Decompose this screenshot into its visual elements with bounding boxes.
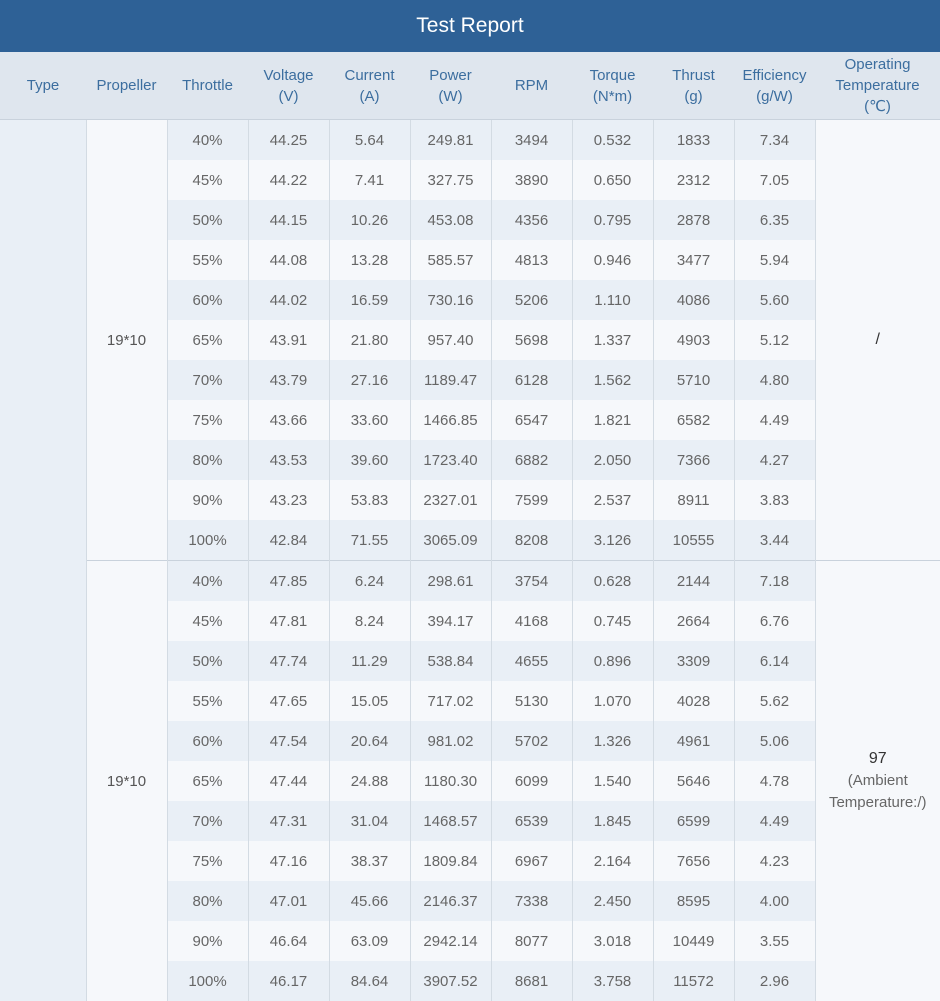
current-cell: 33.60	[329, 400, 410, 440]
torque-cell: 2.537	[572, 480, 653, 520]
voltage-cell: 43.23	[248, 480, 329, 520]
torque-cell: 1.326	[572, 721, 653, 761]
power-cell: 1468.57	[410, 801, 491, 841]
current-cell: 39.60	[329, 440, 410, 480]
voltage-cell: 47.65	[248, 681, 329, 721]
throttle-cell: 90%	[167, 921, 248, 961]
efficiency-cell: 4.27	[734, 440, 815, 480]
thrust-cell: 7366	[653, 440, 734, 480]
power-cell: 2327.01	[410, 480, 491, 520]
efficiency-cell: 4.23	[734, 841, 815, 881]
efficiency-cell: 4.49	[734, 400, 815, 440]
throttle-cell: 80%	[167, 881, 248, 921]
power-cell: 1189.47	[410, 360, 491, 400]
torque-cell: 0.628	[572, 561, 653, 602]
rpm-cell: 6882	[491, 440, 572, 480]
efficiency-cell: 7.18	[734, 561, 815, 602]
throttle-cell: 40%	[167, 120, 248, 161]
header-power: Power (W)	[410, 52, 491, 120]
efficiency-cell: 5.60	[734, 280, 815, 320]
rpm-cell: 3890	[491, 160, 572, 200]
thrust-cell: 11572	[653, 961, 734, 1001]
efficiency-cell: 3.44	[734, 520, 815, 561]
thrust-cell: 5710	[653, 360, 734, 400]
current-cell: 53.83	[329, 480, 410, 520]
efficiency-cell: 4.80	[734, 360, 815, 400]
torque-cell: 0.745	[572, 601, 653, 641]
current-cell: 6.24	[329, 561, 410, 602]
throttle-cell: 100%	[167, 520, 248, 561]
rpm-cell: 4356	[491, 200, 572, 240]
voltage-cell: 47.74	[248, 641, 329, 681]
thrust-cell: 1833	[653, 120, 734, 161]
thrust-cell: 4028	[653, 681, 734, 721]
temperature-cell	[815, 120, 940, 561]
efficiency-cell: 3.83	[734, 480, 815, 520]
table-row	[0, 561, 940, 602]
thrust-cell: 10449	[653, 921, 734, 961]
throttle-cell: 80%	[167, 440, 248, 480]
thrust-cell: 5646	[653, 761, 734, 801]
current-cell: 5.64	[329, 120, 410, 161]
voltage-cell: 47.01	[248, 881, 329, 921]
torque-cell: 2.164	[572, 841, 653, 881]
efficiency-cell: 4.78	[734, 761, 815, 801]
current-cell: 8.24	[329, 601, 410, 641]
throttle-cell: 100%	[167, 961, 248, 1001]
current-cell: 13.28	[329, 240, 410, 280]
current-cell: 21.80	[329, 320, 410, 360]
header-type: Type	[0, 52, 86, 120]
voltage-cell: 44.08	[248, 240, 329, 280]
throttle-cell: 45%	[167, 601, 248, 641]
torque-cell: 3.126	[572, 520, 653, 561]
voltage-cell: 43.66	[248, 400, 329, 440]
rpm-cell: 7599	[491, 480, 572, 520]
power-cell: 1809.84	[410, 841, 491, 881]
test-report-table	[0, 52, 940, 1001]
torque-cell: 1.845	[572, 801, 653, 841]
throttle-cell: 90%	[167, 480, 248, 520]
throttle-cell: 75%	[167, 400, 248, 440]
torque-cell: 2.450	[572, 881, 653, 921]
thrust-cell: 6599	[653, 801, 734, 841]
table-header-row	[0, 52, 940, 120]
thrust-cell: 4086	[653, 280, 734, 320]
torque-cell: 2.050	[572, 440, 653, 480]
voltage-cell: 44.02	[248, 280, 329, 320]
efficiency-cell: 5.62	[734, 681, 815, 721]
voltage-cell: 44.15	[248, 200, 329, 240]
thrust-cell: 8595	[653, 881, 734, 921]
rpm-cell: 6128	[491, 360, 572, 400]
current-cell: 45.66	[329, 881, 410, 921]
throttle-cell: 70%	[167, 801, 248, 841]
voltage-cell: 43.91	[248, 320, 329, 360]
rpm-cell: 8681	[491, 961, 572, 1001]
throttle-cell: 50%	[167, 200, 248, 240]
voltage-cell: 47.54	[248, 721, 329, 761]
torque-cell: 1.337	[572, 320, 653, 360]
power-cell: 1180.30	[410, 761, 491, 801]
rpm-cell: 4813	[491, 240, 572, 280]
thrust-cell: 2144	[653, 561, 734, 602]
throttle-cell: 60%	[167, 280, 248, 320]
throttle-cell: 65%	[167, 320, 248, 360]
voltage-cell: 47.31	[248, 801, 329, 841]
header-temperature: Operating Temperature (℃)	[815, 52, 940, 120]
throttle-cell: 75%	[167, 841, 248, 881]
type-cell	[0, 120, 86, 1001]
current-cell: 16.59	[329, 280, 410, 320]
torque-cell: 0.896	[572, 641, 653, 681]
efficiency-cell: 3.55	[734, 921, 815, 961]
throttle-cell: 40%	[167, 561, 248, 602]
torque-cell: 1.821	[572, 400, 653, 440]
torque-cell: 1.540	[572, 761, 653, 801]
thrust-cell: 2312	[653, 160, 734, 200]
current-cell: 24.88	[329, 761, 410, 801]
header-current: Current (A)	[329, 52, 410, 120]
header-rpm: RPM	[491, 52, 572, 120]
efficiency-cell: 7.05	[734, 160, 815, 200]
current-cell: 7.41	[329, 160, 410, 200]
table-body	[0, 120, 940, 1001]
current-cell: 71.55	[329, 520, 410, 561]
current-cell: 10.26	[329, 200, 410, 240]
efficiency-cell: 4.49	[734, 801, 815, 841]
efficiency-cell: 7.34	[734, 120, 815, 161]
power-cell: 538.84	[410, 641, 491, 681]
power-cell: 249.81	[410, 120, 491, 161]
throttle-cell: 65%	[167, 761, 248, 801]
rpm-cell: 4168	[491, 601, 572, 641]
torque-cell: 1.070	[572, 681, 653, 721]
current-cell: 15.05	[329, 681, 410, 721]
torque-cell: 0.532	[572, 120, 653, 161]
efficiency-cell: 5.06	[734, 721, 815, 761]
efficiency-cell: 6.14	[734, 641, 815, 681]
current-cell: 31.04	[329, 801, 410, 841]
rpm-cell: 8077	[491, 921, 572, 961]
torque-cell: 0.650	[572, 160, 653, 200]
power-cell: 717.02	[410, 681, 491, 721]
throttle-cell: 55%	[167, 681, 248, 721]
temperature-value: /	[876, 331, 880, 348]
throttle-cell: 50%	[167, 641, 248, 681]
voltage-cell: 46.64	[248, 921, 329, 961]
torque-cell: 1.562	[572, 360, 653, 400]
current-cell: 63.09	[329, 921, 410, 961]
voltage-cell: 47.16	[248, 841, 329, 881]
power-cell: 3065.09	[410, 520, 491, 561]
throttle-cell: 45%	[167, 160, 248, 200]
propeller-cell: 19*10	[86, 561, 167, 1001]
power-cell: 327.75	[410, 160, 491, 200]
table-row	[0, 120, 940, 161]
rpm-cell: 5702	[491, 721, 572, 761]
rpm-cell: 8208	[491, 520, 572, 561]
voltage-cell: 47.44	[248, 761, 329, 801]
rpm-cell: 5130	[491, 681, 572, 721]
voltage-cell: 43.79	[248, 360, 329, 400]
current-cell: 11.29	[329, 641, 410, 681]
rpm-cell: 6099	[491, 761, 572, 801]
current-cell: 20.64	[329, 721, 410, 761]
header-efficiency: Efficiency (g/W)	[734, 52, 815, 120]
header-torque: Torque (N*m)	[572, 52, 653, 120]
power-cell: 981.02	[410, 721, 491, 761]
voltage-cell: 47.81	[248, 601, 329, 641]
header-thrust: Thrust (g)	[653, 52, 734, 120]
voltage-cell: 46.17	[248, 961, 329, 1001]
efficiency-cell: 4.00	[734, 881, 815, 921]
current-cell: 84.64	[329, 961, 410, 1001]
power-cell: 453.08	[410, 200, 491, 240]
rpm-cell: 6967	[491, 841, 572, 881]
torque-cell: 1.110	[572, 280, 653, 320]
rpm-cell: 6539	[491, 801, 572, 841]
efficiency-cell: 6.76	[734, 601, 815, 641]
throttle-cell: 60%	[167, 721, 248, 761]
header-voltage: Voltage (V)	[248, 52, 329, 120]
temperature-value: 97	[816, 748, 940, 770]
thrust-cell: 4961	[653, 721, 734, 761]
header-propeller: Propeller	[86, 52, 167, 120]
propeller-cell: 19*10	[86, 120, 167, 561]
rpm-cell: 3754	[491, 561, 572, 602]
power-cell: 2146.37	[410, 881, 491, 921]
power-cell: 298.61	[410, 561, 491, 602]
current-cell: 38.37	[329, 841, 410, 881]
power-cell: 1723.40	[410, 440, 491, 480]
thrust-cell: 3477	[653, 240, 734, 280]
torque-cell: 0.795	[572, 200, 653, 240]
torque-cell: 3.758	[572, 961, 653, 1001]
thrust-cell: 3309	[653, 641, 734, 681]
voltage-cell: 42.84	[248, 520, 329, 561]
thrust-cell: 7656	[653, 841, 734, 881]
thrust-cell: 8911	[653, 480, 734, 520]
efficiency-cell: 5.12	[734, 320, 815, 360]
torque-cell: 3.018	[572, 921, 653, 961]
efficiency-cell: 6.35	[734, 200, 815, 240]
voltage-cell: 44.22	[248, 160, 329, 200]
rpm-cell: 5698	[491, 320, 572, 360]
report-title: Test Report	[416, 14, 523, 38]
power-cell: 394.17	[410, 601, 491, 641]
thrust-cell: 2664	[653, 601, 734, 641]
header-throttle: Throttle	[167, 52, 248, 120]
torque-cell: 0.946	[572, 240, 653, 280]
power-cell: 2942.14	[410, 921, 491, 961]
power-cell: 730.16	[410, 280, 491, 320]
power-cell: 957.40	[410, 320, 491, 360]
rpm-cell: 3494	[491, 120, 572, 161]
throttle-cell: 70%	[167, 360, 248, 400]
power-cell: 585.57	[410, 240, 491, 280]
rpm-cell: 5206	[491, 280, 572, 320]
efficiency-cell: 2.96	[734, 961, 815, 1001]
report-title-bar	[0, 0, 940, 52]
thrust-cell: 6582	[653, 400, 734, 440]
thrust-cell: 4903	[653, 320, 734, 360]
thrust-cell: 10555	[653, 520, 734, 561]
temperature-cell	[815, 561, 940, 1001]
current-cell: 27.16	[329, 360, 410, 400]
rpm-cell: 4655	[491, 641, 572, 681]
rpm-cell: 7338	[491, 881, 572, 921]
voltage-cell: 43.53	[248, 440, 329, 480]
efficiency-cell: 5.94	[734, 240, 815, 280]
rpm-cell: 6547	[491, 400, 572, 440]
voltage-cell: 44.25	[248, 120, 329, 161]
voltage-cell: 47.85	[248, 561, 329, 602]
thrust-cell: 2878	[653, 200, 734, 240]
power-cell: 3907.52	[410, 961, 491, 1001]
power-cell: 1466.85	[410, 400, 491, 440]
ambient-temperature-note: (Ambient Temperature:/)	[816, 770, 940, 814]
throttle-cell: 55%	[167, 240, 248, 280]
